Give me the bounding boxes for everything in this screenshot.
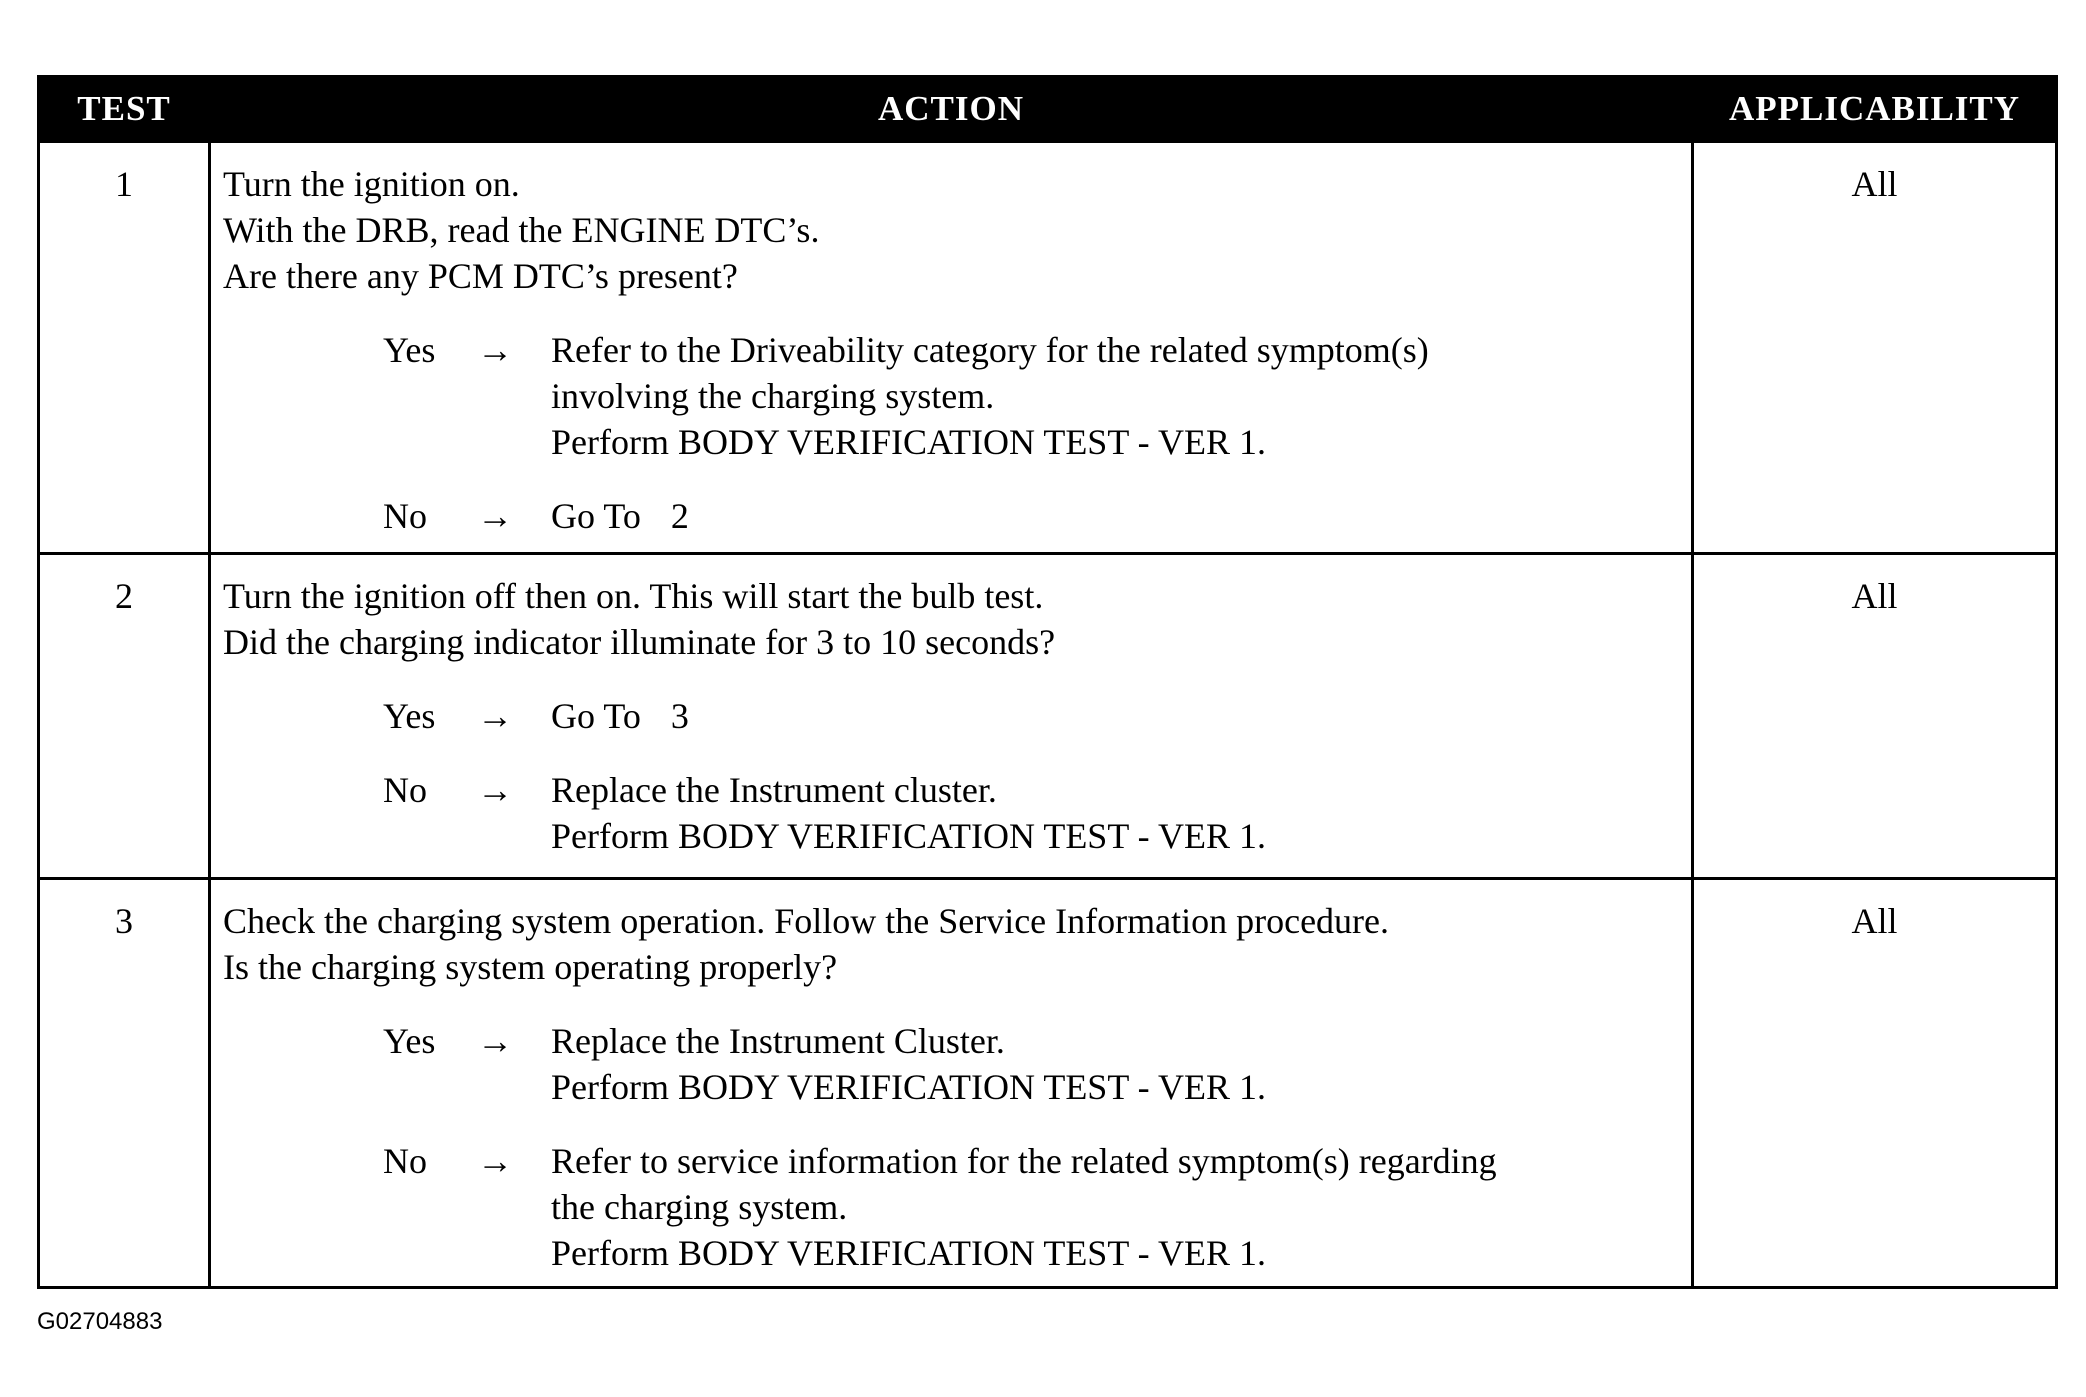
action-line: Turn the ignition on. (223, 164, 520, 204)
yes-label: Yes (383, 696, 436, 736)
yes-branch (223, 1018, 1681, 1110)
arrow-icon: → (477, 1141, 513, 1181)
yes-line: involving the charging system. (551, 376, 995, 416)
no-branch (223, 493, 1681, 539)
no-line: Refer to service information for the related symptom(s) regarding (551, 1141, 1497, 1181)
diagnostic-table-container (37, 75, 2055, 1289)
go-to-text: Go To (551, 496, 641, 536)
go-to-number: 2 (670, 496, 689, 536)
arrow-icon: → (477, 1021, 513, 1061)
arrow-icon: → (477, 770, 513, 810)
figure-id: G02704883 (37, 1308, 163, 1335)
table-row-test-2 (39, 554, 2057, 879)
header-test: TEST (39, 77, 210, 142)
yes-branch (223, 327, 1681, 465)
go-to-number: 3 (670, 696, 689, 736)
arrow-icon: → (477, 330, 513, 370)
no-branch (223, 767, 1681, 859)
yes-line: Refer to the Driveability category for the related symptom(s) (551, 330, 1429, 370)
action-line: Did the charging indicator illuminate for 3 to 10 seconds? (223, 622, 1056, 662)
no-line: Perform BODY VERIFICATION TEST - VER 1. (551, 816, 1267, 856)
go-to-text: Go To (551, 696, 641, 736)
action-cell (210, 554, 1693, 879)
yes-line: Perform BODY VERIFICATION TEST - VER 1. (551, 1067, 1267, 1107)
no-branch (223, 1138, 1681, 1276)
action-line: Is the charging system operating properly? (223, 947, 838, 987)
action-cell (210, 142, 1693, 554)
yes-label: Yes (383, 330, 436, 370)
no-label: No (383, 496, 427, 536)
diagnostic-test-table (37, 75, 2058, 1289)
yes-line: Perform BODY VERIFICATION TEST - VER 1. (551, 422, 1267, 462)
no-line: the charging system. (551, 1187, 848, 1227)
applicability-cell: All (1693, 142, 2057, 554)
no-label: No (383, 770, 427, 810)
test-number: 3 (39, 879, 210, 1288)
table-row-test-1 (39, 142, 2057, 554)
action-line: Check the charging system operation. Follow the Service Information procedure. (223, 901, 1390, 941)
no-label: No (383, 1141, 427, 1181)
header-applicability: APPLICABILITY (1693, 77, 2057, 142)
no-line: Replace the Instrument cluster. (551, 770, 997, 810)
yes-branch (223, 693, 1681, 739)
yes-line: Replace the Instrument Cluster. (551, 1021, 1005, 1061)
action-cell (210, 879, 1693, 1288)
applicability-cell: All (1693, 879, 2057, 1288)
action-line: With the DRB, read the ENGINE DTC’s. (223, 210, 820, 250)
action-line: Turn the ignition off then on. This will start the bulb test. (223, 576, 1044, 616)
table-header-row (39, 77, 2057, 142)
no-line: Perform BODY VERIFICATION TEST - VER 1. (551, 1233, 1267, 1273)
test-number: 1 (39, 142, 210, 554)
action-line: Are there any PCM DTC’s present? (223, 256, 738, 296)
table-row-test-3 (39, 879, 2057, 1288)
header-action: ACTION (210, 77, 1693, 142)
arrow-icon: → (477, 496, 513, 536)
arrow-icon: → (477, 696, 513, 736)
yes-label: Yes (383, 1021, 436, 1061)
test-number: 2 (39, 554, 210, 879)
applicability-cell: All (1693, 554, 2057, 879)
